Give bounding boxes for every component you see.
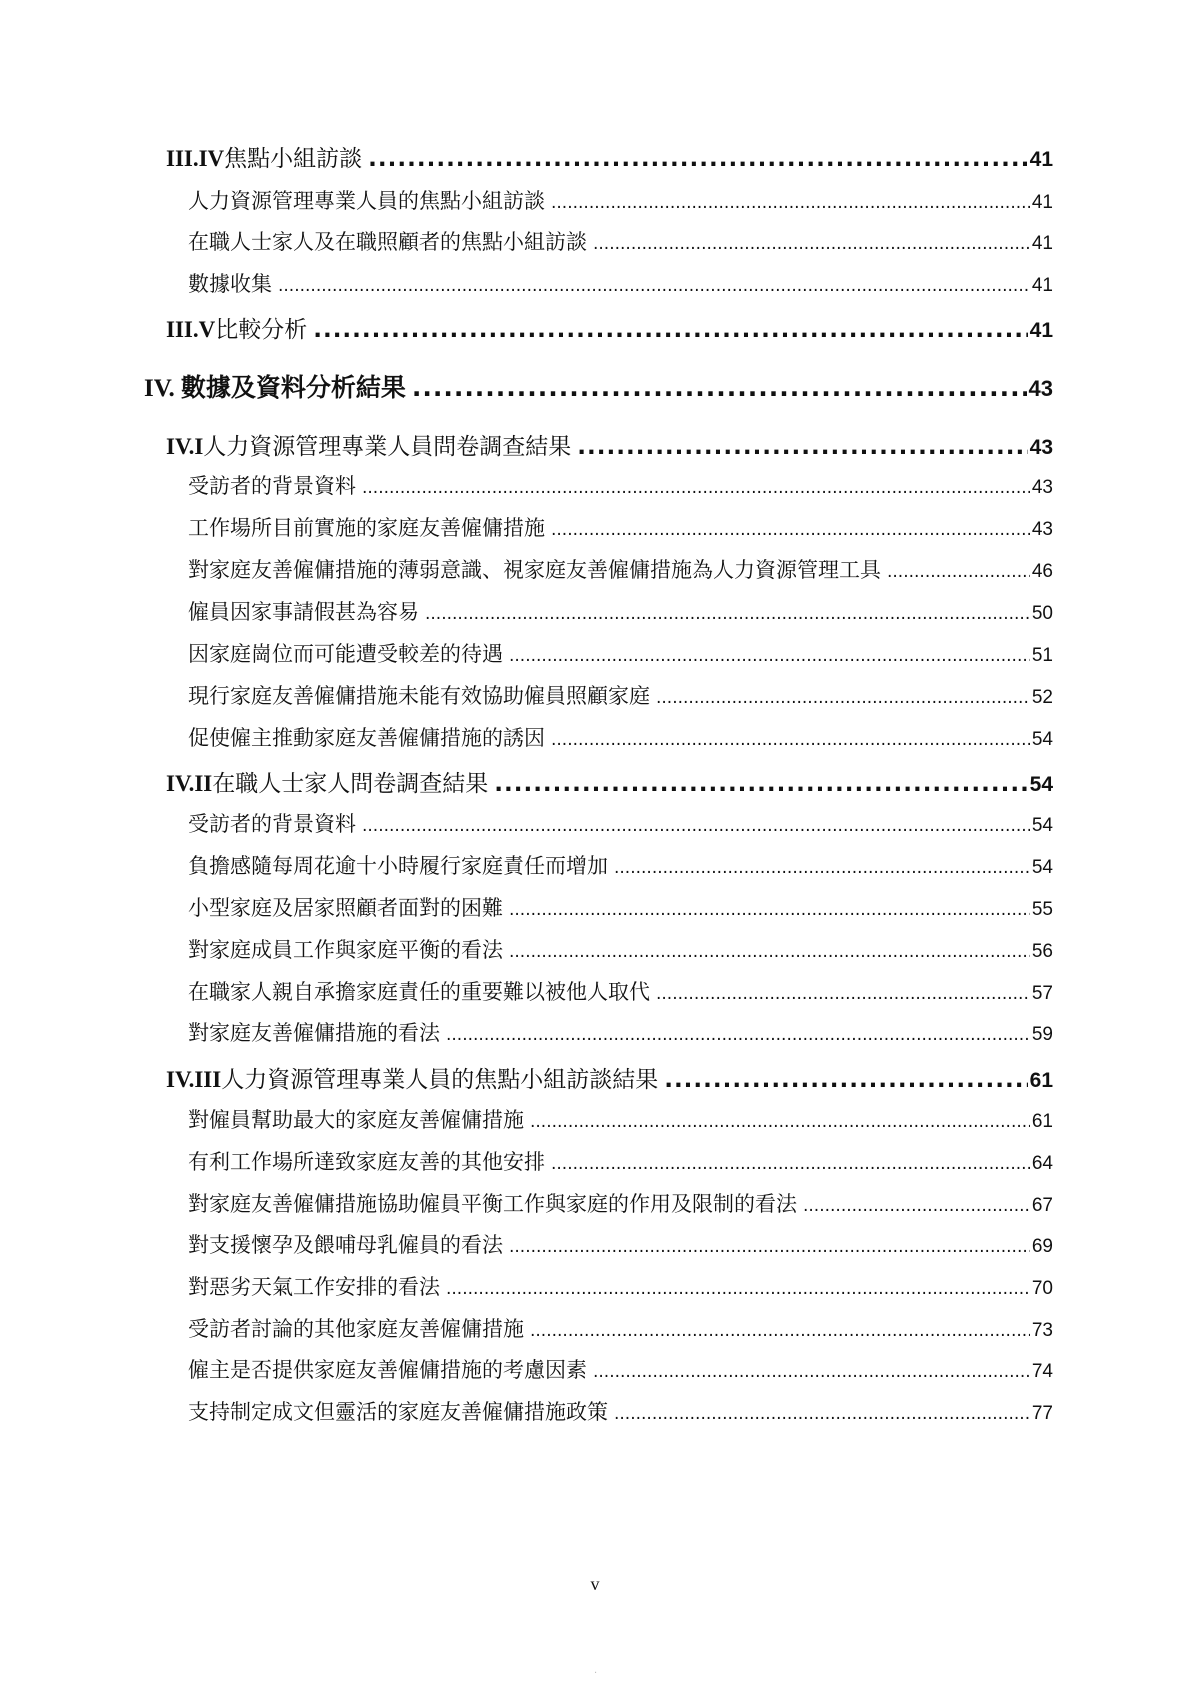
dot-leader (509, 646, 1030, 666)
toc-entry-page-number: 46 (1031, 561, 1053, 582)
toc-entry-sub[interactable] (188, 554, 1053, 584)
toc-entry-title: 因家庭崗位而可能遭受較差的待遇 (188, 642, 503, 666)
toc-entry-title: 對家庭成員工作與家庭平衡的看法 (188, 938, 503, 962)
toc-entry-page-number: 73 (1031, 1320, 1053, 1341)
toc-entry-sub[interactable] (188, 1104, 1053, 1134)
toc-entry-sub[interactable] (188, 892, 1053, 922)
toc-entry-sec[interactable] (166, 765, 1053, 798)
dot-leader (551, 193, 1030, 213)
toc-entry-page-number: 61 (1031, 1111, 1053, 1132)
dot-leader (593, 234, 1030, 254)
toc-entry-title: 比較分析 (215, 317, 308, 343)
dot-leader (577, 434, 1027, 460)
toc-entry-page-number: 43 (1028, 376, 1053, 401)
toc-entry-number: IV.III (166, 1067, 222, 1092)
dot-leader (656, 984, 1030, 1004)
page-number-footer: v (590, 1574, 600, 1594)
toc-entry-sub[interactable] (188, 1229, 1053, 1259)
dot-leader (803, 1196, 1030, 1216)
toc-entry-page-number: 43 (1029, 436, 1053, 459)
toc-entry-sub[interactable] (188, 934, 1053, 964)
toc-entry-page-number: 50 (1031, 603, 1053, 624)
toc-entry-page-number: 43 (1031, 477, 1053, 498)
dot-leader (530, 1112, 1030, 1132)
toc-entry-page-number: 41 (1031, 275, 1053, 296)
toc-entry-sub[interactable] (188, 976, 1053, 1006)
toc-entry-page-number: 41 (1031, 233, 1053, 254)
dot-leader (614, 1404, 1030, 1424)
toc-entry-page-number: 64 (1031, 1153, 1053, 1174)
toc-entry-page-number: 41 (1031, 192, 1053, 213)
toc-entry-title: 對僱員幫助最大的家庭友善僱傭措施 (188, 1108, 524, 1132)
dot-leader (509, 1237, 1030, 1257)
toc-entry-page-number: 54 (1031, 815, 1053, 836)
dot-leader (412, 373, 1027, 402)
toc-entry-title: 在職人士家人及在職照顧者的焦點小組訪談 (188, 230, 587, 254)
toc-entry-sub[interactable] (188, 596, 1053, 626)
dot-leader (368, 146, 1027, 172)
toc-entry-sub[interactable] (188, 638, 1053, 668)
toc-entry-title: 人力資源管理專業人員問卷調查結果 (203, 434, 572, 460)
toc-entry-page-number: 41 (1029, 319, 1053, 342)
toc-entry-page-number: 74 (1031, 1361, 1053, 1382)
toc-entry-sub[interactable] (188, 226, 1053, 256)
toc-entry-title: 小型家庭及居家照顧者面對的困難 (188, 896, 503, 920)
toc-entry-title: 促使僱主推動家庭友善僱傭措施的誘因 (188, 726, 545, 750)
toc-entry-title: 對家庭友善僱傭措施協助僱員平衡工作與家庭的作用及限制的看法 (188, 1192, 797, 1216)
dot-leader (551, 520, 1030, 540)
toc-entry-page-number: 56 (1031, 941, 1053, 962)
dot-leader (446, 1279, 1030, 1299)
toc-entry-number: IV.I (166, 434, 204, 459)
dot-leader (656, 688, 1030, 708)
toc-entry-sec[interactable] (166, 311, 1053, 344)
toc-entry-number: IV.II (166, 771, 213, 796)
toc-entry-title: 人力資源管理專業人員的焦點小組訪談 (188, 189, 545, 213)
toc-entry-sub[interactable] (188, 1271, 1053, 1301)
toc-entry-number: III.V (166, 317, 216, 342)
dot-leader (551, 730, 1030, 750)
toc-entry-title: 在職人士家人問卷調查結果 (212, 771, 489, 797)
toc-entry-title: 僱員因家事請假甚為容易 (188, 600, 419, 624)
toc-entry-title: 僱主是否提供家庭友善僱傭措施的考慮因素 (188, 1358, 587, 1382)
toc-entry-number: IV. (144, 375, 175, 402)
toc-entry-title: 數據及資料分析結果 (180, 373, 406, 402)
toc-entry-sec[interactable] (166, 1061, 1053, 1094)
toc-entry-page-number: 69 (1031, 1236, 1053, 1257)
toc-entry-title: 對惡劣天氣工作安排的看法 (188, 1275, 440, 1299)
toc-entry-page-number: 59 (1031, 1024, 1053, 1045)
toc-entry-sub[interactable] (188, 1313, 1053, 1343)
dot-leader (509, 900, 1030, 920)
dot-leader (614, 858, 1030, 878)
toc-entry-number: III.IV (166, 146, 225, 171)
toc-entry-sub[interactable] (188, 1146, 1053, 1176)
toc-entry-sub[interactable] (188, 1017, 1053, 1047)
toc-entry-page-number: 55 (1031, 899, 1053, 920)
dot-leader (362, 478, 1030, 498)
dot-leader (278, 276, 1030, 296)
dot-leader (887, 562, 1030, 582)
toc-entry-page-number: 54 (1029, 773, 1053, 796)
toc-entry-page-number: 41 (1029, 148, 1053, 171)
toc-entry-title: 在職家人親自承擔家庭責任的重要難以被他人取代 (188, 980, 650, 1004)
dot-leader (494, 771, 1027, 797)
dot-leader (362, 816, 1030, 836)
scan-speck: · (594, 1668, 598, 1679)
toc-entry-sub[interactable] (188, 1396, 1053, 1426)
toc-entry-title: 人力資源管理專業人員的焦點小組訪談結果 (221, 1067, 659, 1093)
toc-entry-sub[interactable] (188, 268, 1053, 298)
toc-entry-title: 有利工作場所達致家庭友善的其他安排 (188, 1150, 545, 1174)
dot-leader (551, 1154, 1030, 1174)
dot-leader (509, 942, 1030, 962)
toc-entry-sub[interactable] (188, 185, 1053, 215)
toc-entry-page-number: 70 (1031, 1278, 1053, 1299)
toc-entry-page-number: 51 (1031, 645, 1053, 666)
toc-entry-title: 對家庭友善僱傭措施的看法 (188, 1021, 440, 1045)
toc-entry-title: 受訪者討論的其他家庭友善僱傭措施 (188, 1317, 524, 1341)
toc-entry-title: 工作場所目前實施的家庭友善僱傭措施 (188, 516, 545, 540)
toc-entry-sub[interactable] (188, 512, 1053, 542)
toc-entry-title: 對家庭友善僱傭措施的薄弱意識、視家庭友善僱傭措施為人力資源管理工具 (188, 558, 881, 582)
toc-entry-page-number: 61 (1029, 1069, 1053, 1092)
toc-entry-page-number: 52 (1031, 687, 1053, 708)
toc-entry-page-number: 57 (1031, 983, 1053, 1004)
dot-leader (593, 1362, 1030, 1382)
toc-entry-sub[interactable] (188, 470, 1053, 500)
toc-entry-top[interactable] (144, 368, 1053, 404)
toc-entry-sub[interactable] (188, 808, 1053, 838)
toc-entry-page-number: 43 (1031, 519, 1053, 540)
toc-entry-title: 受訪者的背景資料 (188, 474, 356, 498)
toc-entry-title: 現行家庭友善僱傭措施未能有效協助僱員照顧家庭 (188, 684, 650, 708)
dot-leader (446, 1025, 1030, 1045)
toc-entry-sec[interactable] (166, 428, 1053, 461)
toc-entry-sub[interactable] (188, 850, 1053, 880)
dot-leader (425, 604, 1030, 624)
dot-leader (530, 1321, 1030, 1341)
toc-entry-sec[interactable] (166, 140, 1053, 173)
toc-entry-title: 數據收集 (188, 272, 272, 296)
toc-entry-sub[interactable] (188, 1188, 1053, 1218)
toc-entry-title: 對支援懷孕及餵哺母乳僱員的看法 (188, 1233, 503, 1257)
toc-entry-page-number: 54 (1031, 857, 1053, 878)
toc-entry-page-number: 77 (1031, 1403, 1053, 1424)
dot-leader (313, 317, 1027, 343)
toc-entry-title: 受訪者的背景資料 (188, 812, 356, 836)
dot-leader (664, 1067, 1027, 1093)
toc-entry-title: 支持制定成文但靈活的家庭友善僱傭措施政策 (188, 1400, 608, 1424)
toc-entry-sub[interactable] (188, 1354, 1053, 1384)
toc-entry-page-number: 54 (1031, 729, 1053, 750)
toc-entry-sub[interactable] (188, 722, 1053, 752)
toc-entry-sub[interactable] (188, 680, 1053, 710)
toc-entry-title: 負擔感隨每周花逾十小時履行家庭責任而增加 (188, 854, 608, 878)
toc-entry-page-number: 67 (1031, 1195, 1053, 1216)
toc-entry-title: 焦點小組訪談 (224, 146, 363, 172)
